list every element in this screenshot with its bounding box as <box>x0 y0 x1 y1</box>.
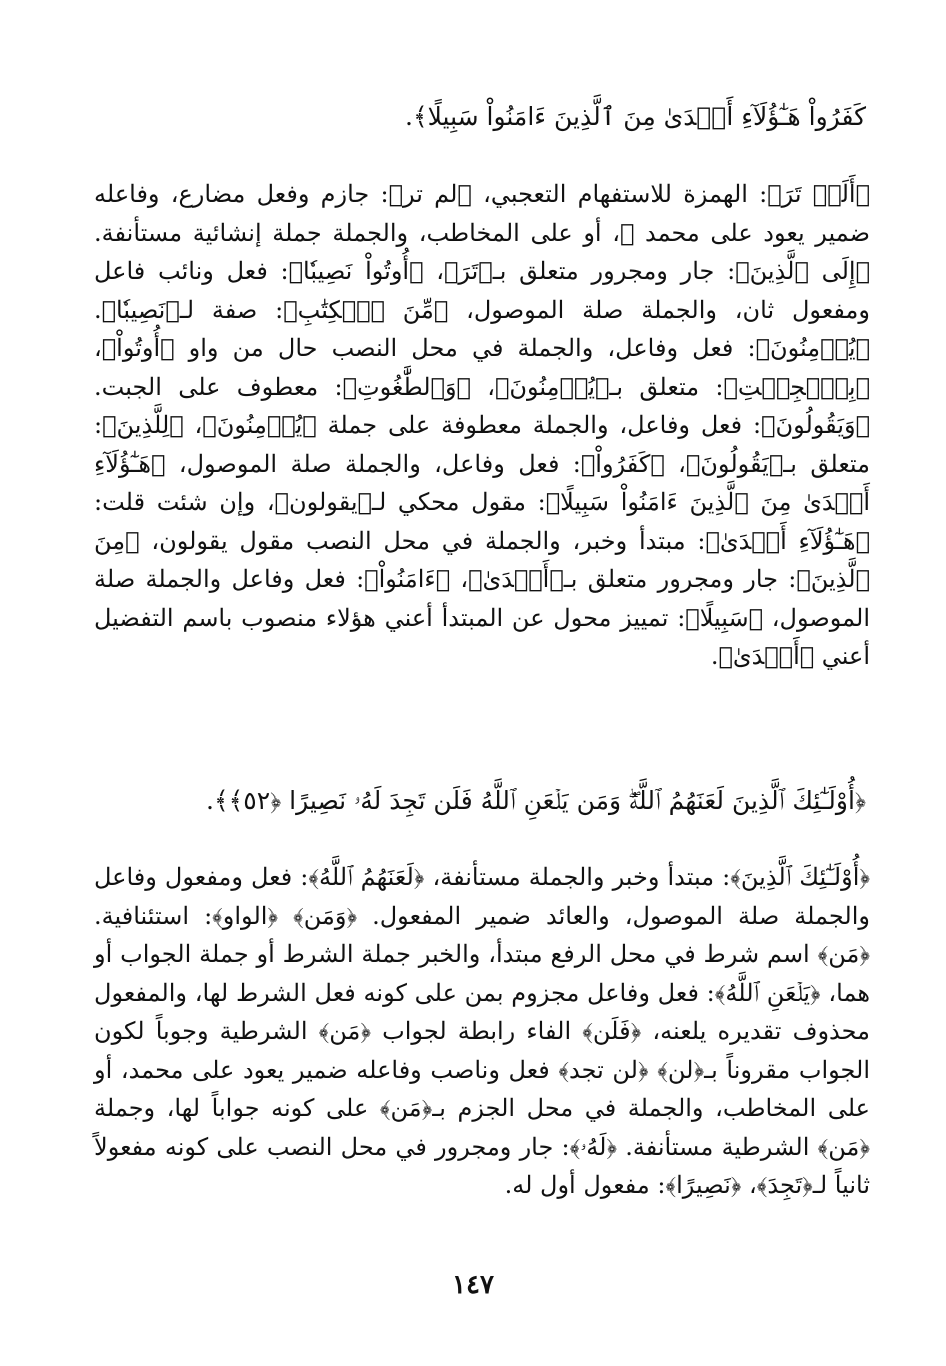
grammatical-analysis-paragraph-verse-52: ﴿أُوْلَـٰٓئِكَ ٱلَّذِينَ﴾: مبتدأ وخبر والجملة مستأنفة، ﴿لَعَنَهُمُ ٱللَّهُ﴾: فعل ومفعول وفاعل والجملة صلة الموصول، والعائد ضمير المفعول. ﴿وَمَن﴾ ﴿الواو﴾: استئنافية. ﴿مَن﴾ اسم شرط في محل الرفع مبتدأ، والخبر جملة الشرط أو جملة الجواب أو هما، ﴿يَلۡعَنِ ٱللَّهُ﴾: فعل وفاعل مجزوم بمن على كونه فعل الشرط لها، والمفعول محذوف تقديره يلعنه، ﴿فَلَن﴾ الفاء رابطة لجواب ﴿مَن﴾ الشرطية وجوباً لكون الجواب مقروناً بـ﴿لن﴾ ﴿لن تجد﴾ فعل وناصب وفاعله ضمير يعود على محمد، أو على المخاطب، والجملة في محل الجزم بـ﴿مَن﴾ على كونه جواباً لها، وجملة ﴿مَن﴾ الشرطية مستأنفة. ﴿لَهُۥ﴾: جار ومجرور في محل النصب على كونه مفعولاً ثانياً لـ﴿تَجِدَ﴾، ﴿نَصِيرًا﴾: مفعول أول له. <box>94 863 870 1199</box>
page-number: ١٤٧ <box>452 1270 494 1300</box>
quran-verse-52: ﴿أُوْلَـٰٓئِكَ ٱلَّذِينَ لَعَنَهُمُ ٱللَّهُۖ وَمَن يَلۡعَنِ ٱللَّهُ فَلَن تَجِدَ لَهُۥ نَصِيرًا ﴿٥٢﴾﴾. <box>206 786 866 815</box>
grammatical-analysis-paragraph: ﴿أَلَمۡ تَرَ﴾: الهمزة للاستفهام التعجبي، ﴿لم تر﴾: جازم وفعل مضارع، وفاعله ضمير يعود على محمد ﷺ، أو على المخاطب، والجملة جملة إنشائية مستأنفة. ﴿إِلَى ٱلَّذِينَ﴾: جار ومجرور متعلق بـ﴿تَرَ﴾، ﴿أُوتُواْ نَصِيبٗا﴾: فعل ونائب فاعل ومفعول ثان، والجملة صلة الموصول، ﴿مِّنَ ٱلۡكِتَٰبِ﴾: صفة لـ﴿نَصِيبٗا﴾. ﴿يُؤۡمِنُونَ﴾: فعل وفاعل، والجملة في محل النصب حال من واو ﴿أُوتُواْ﴾، ﴿بِٱلۡجِبۡتِ﴾: متعلق بـ﴿يُؤۡمِنُونَ﴾، ﴿وَٱلطَّٰغُوتِ﴾: معطوف على الجبت. ﴿وَيَقُولُونَ﴾: فعل وفاعل، والجملة معطوفة على جملة ﴿يُؤۡمِنُونَ﴾، ﴿لِلَّذِينَ﴾: متعلق بـ﴿يَقُولُونَ﴾، ﴿كَفَرُواْ﴾: فعل وفاعل، والجملة صلة الموصول، ﴿هَـٰٓؤُلَآءِ أَهۡدَىٰ مِنَ ٱلَّذِينَ ءَامَنُواْ سَبِيلًا﴾: مقول محكي لـ﴿يقولون﴾، وإن شئت قلت: ﴿هَـٰٓؤُلَآءِ أَهۡدَىٰ﴾: مبتدأ وخبر، والجملة في محل النصب مقول يقولون، ﴿مِنَ ٱلَّذِينَ﴾: جار ومجرور متعلق بـ﴿أَهۡدَىٰ﴾، ﴿ءَامَنُواْ﴾: فعل وفاعل والجملة صلة الموصول، ﴿سَبِيلًا﴾: تمييز محول عن المبتدأ أعني هؤلاء منصوب باسم التفضيل أعني ﴿أَهۡدَىٰ﴾. <box>94 180 870 670</box>
quran-verse-continuation: كَفَرُواْ هَـٰٓؤُلَآءِ أَهۡدَىٰ مِنَ ٱلَّذِينَ ءَامَنُواْ سَبِيلًا﴾. <box>405 102 866 131</box>
